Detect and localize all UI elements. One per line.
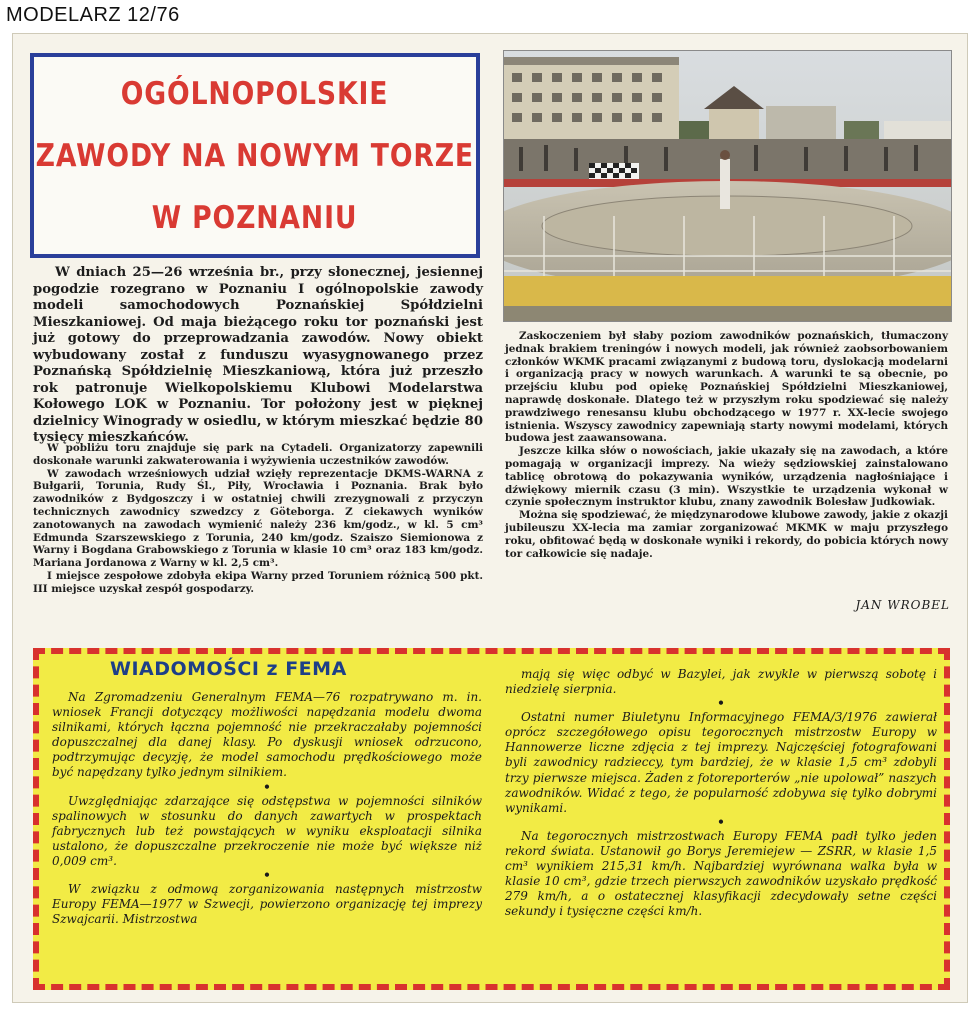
title-line-1: OGÓLNOPOLSKIE: [121, 75, 389, 112]
article-title-box: [30, 53, 480, 258]
article-paragraph: Zaskoczeniem był słaby poziom zawodników poznańskich, tłumaczony jednak brakiem treningów i nowych modeli, jak również zaobsorbowaniem członków WKMK pracami związanymi z budową toru, dyslokacją modelarni i organizacją pracy w nowych warunkach. A warunki te są obecnie, po przejściu klubu pod opiekę Poznańskiej Spółdzielni Mieszkaniowej, naprawdę doskonałe. Dlatego też w przyszłym roku spodziewać się należy prawdziwego renesansu klubu obchodzącego w 1977 r. XX-lecie swojego istnienia. Wszyscy zawodnicy zapewniają starty nowymi modelami, których budowa jest zaawansowana.: [505, 330, 948, 445]
fema-paragraph: W związku z odmową zorganizowania następnych mistrzostw Europy FEMA—1977 w Szwecji, powierzono organizację tej imprezy Szwajcarii. Mistrzostwa: [52, 882, 482, 927]
fema-paragraph: Na tegorocznych mistrzostwach Europy FEMA padł tylko jeden rekord świata. Ustanowił go Borys Jeremiejew — ZSRR, w klasie 1,5 cm³ wynikiem 215,31 km/h. Najbardziej wyrównana walka była w klasie 10 cm³, gdzie trzech pierwszych zawodników uzyskało prędkość 279 km/h, a o ostatecznej klasyfikacji zdecydowały setne części sekundy i tysięczne części km/h.: [505, 828, 937, 919]
article-paragraph: W zawodach wrześniowych udział wzięły reprezentacje DKMS-WARNA z Bułgarii, Torunia, Rudy Śl., Piły, Wrocławia i Poznania. Brak było zawodników z Bydgoszczy i w ostatniej chwili zrezygnowali z przyczyn technicznych zawodnicy szwedzcy z Göteborga. Z ciekawych wyników zanotowanych na zawodach wymienić należy 236 km/godz., w kl. 5 cm³ Edmunda Szarszewskiego z Torunia, 240 km/godz. Szaiszo Siemionowa z Warny i Bogdana Grabowskiego z Torunia w klasie 10 cm³ oraz 183 km/godz. Mariana Jordanowa z Warny w kl. 2,5 cm³.: [33, 467, 483, 570]
bullet-separator: •: [717, 814, 725, 829]
race-track-photo: [503, 50, 952, 322]
fema-left-column: [52, 690, 482, 927]
title-line-3: W POZNANIU: [152, 199, 358, 236]
fema-paragraph: Uwzględniając zdarzające się odstępstwa w pojemności silników spalinowych w stosunku do danych zawartych w prospektach fabrycznych lub też powstających w wyniku eksploatacji silnika ustalono, że dopuszczalne przekroczenie nie może być większe niż 0,009 cm³.: [52, 793, 482, 868]
fema-right-column: [505, 667, 937, 919]
article-paragraph: Można się spodziewać, że międzynarodowe klubowe zawody, jakie z okazji jubileuszu XX-lecia ma zamiar zorganizować MKMK w maju przyszłego roku, obfitować będą w doskonałe wyniki i rekordy, do pobicia których nowy tor całkowicie się nadaje.: [505, 509, 948, 560]
title-line-2: ZAWODY NA NOWYM TORZE: [35, 137, 475, 174]
bullet-separator: •: [263, 868, 271, 883]
article-left-column: [33, 442, 483, 596]
fema-paragraph: Ostatni numer Biuletynu Informacyjnego FEMA/3/1976 zawierał oprócz szczegółowego opisu tegorocznych mistrzostw Europy w Hannowerze liczne zdjęcia z tej imprezy. Najczęściej fotografowani byli zawodnicy radzieccy, tym bardziej, że w klasie 1,5 cm³ zdobyli trzy pierwsze miejsca. Żaden z fotoreporterów „nie upolował” naszych zawodników. Widać z tego, że popularność zdobywa się tylko dobrymi wynikami.: [505, 710, 937, 815]
article-right-column: [505, 330, 948, 560]
article-paragraph: W pobliżu toru znajduje się park na Cytadeli. Organizatorzy zapewnili doskonałe warunki zakwaterowania i wyżywienia uczestników zawodów.: [33, 442, 483, 467]
bullet-separator: •: [263, 779, 271, 794]
fema-paragraph: mają się więc odbyć w Bazylei, jak zwykle w pierwszą sobotę i niedzielę sierpnia.: [505, 667, 937, 697]
article-lead-paragraph: [33, 265, 483, 447]
article-author: JAN WROBEL: [855, 598, 950, 612]
article-paragraph: I miejsce zespołowe zdobyła ekipa Warny przed Toruniem różnicą 500 pkt. III miejsce uzyskał zespół gospodarzy.: [33, 569, 483, 595]
magazine-issue-header: MODELARZ 12/76: [6, 4, 180, 26]
fema-paragraph: Na Zgromadzeniu Generalnym FEMA—76 rozpatrywano m. in. wniosek Francji dotyczący możliwości napędzania modelu dwoma silnikami, których łączna pojemność nie przekraczałaby pojemności dopuszczalnej dla danej klasy. Po dyskusji wniosek odrzucono, podtrzymując decyzję, że model samochodu prędkościowego może być napędzany tylko jednym silnikiem.: [52, 690, 482, 780]
fema-news-title: WIADOMOŚCI z FEMA: [110, 658, 347, 680]
article-paragraph: Jeszcze kilka słów o nowościach, jakie ukazały się na zawodach, a które pomagają w organizacji imprezy. Na wieży sędziowskiej zainstalowano tablicę obrotową do pokazywania wyników, urządzenia nagłośniające i dźwiękowy miernik czasu (3 min). Wszystkie te urządzenia wykonał w czynie społecznym instruktor klubu, znany zawodnik Bolesław Judkowiak.: [505, 445, 948, 509]
bullet-separator: •: [717, 696, 725, 711]
lead-text: W dniach 25—26 września br., przy słonecznej, jesiennej pogodzie rozegrano w Poznaniu I ogólnopolskie zawody modeli samochodowych Poznańskiej Spółdzielni Mieszkaniowej. Od maja bieżącego roku tor poznański jest już gotowy do przeprowadzania zawodów. Nowy obiekt wybudowany został z funduszu wyasygnowanego przez Poznańską Spółdzielnię Mieszkaniową, która już przeszło rok patronuje Wielkopolskiemu Klubowi Modelarstwa Kołowego LOK w Poznaniu. Tor położony jest w pięknej dzielnicy Winogrady w osiedlu, w którym mieszkać będzie 80 tysięcy mieszkańców.: [33, 265, 483, 445]
